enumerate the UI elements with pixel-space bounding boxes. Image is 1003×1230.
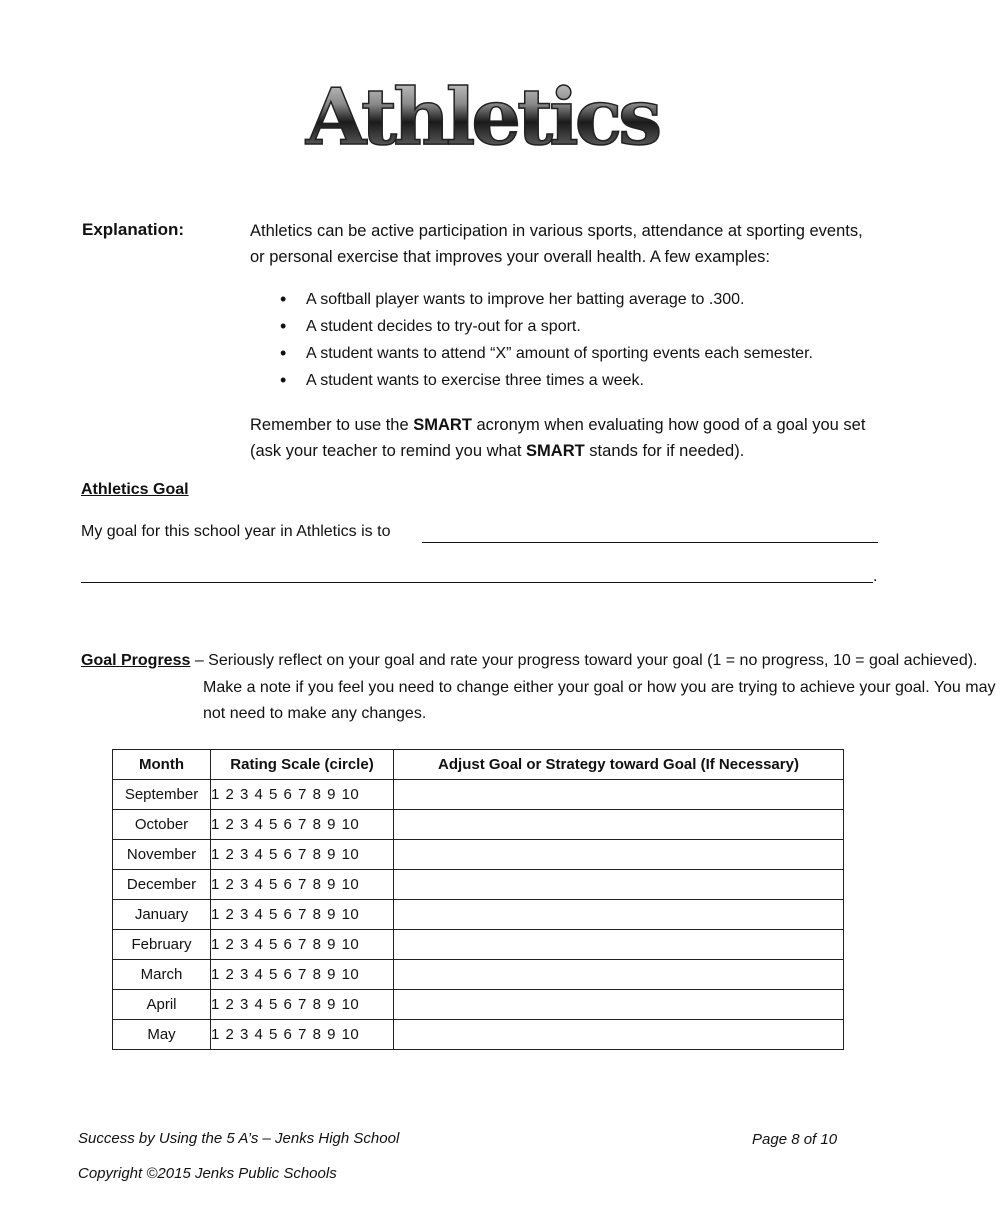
month-cell: May [113, 1020, 211, 1050]
adjust-goal-cell[interactable] [394, 840, 844, 870]
adjust-goal-cell[interactable] [394, 900, 844, 930]
adjust-goal-cell[interactable] [394, 780, 844, 810]
month-cell: February [113, 930, 211, 960]
goal-progress-heading: Goal Progress [81, 652, 191, 669]
month-cell: April [113, 990, 211, 1020]
month-cell: January [113, 900, 211, 930]
logo-text: Athletics [305, 72, 659, 163]
table-header-row [113, 750, 844, 780]
smart-reminder: Remember to use the SMART acronym when evaluating how good of a goal you set (ask your teacher to remind you what SMART stands for if needed). [250, 416, 866, 460]
adjust-goal-cell[interactable] [394, 960, 844, 990]
table-row [113, 780, 844, 810]
rating-scale-cell[interactable]: 1 2 3 4 5 6 7 8 9 10 [211, 1020, 394, 1050]
adjust-goal-cell[interactable] [394, 990, 844, 1020]
table-row [113, 1020, 844, 1050]
list-item: • A softball player wants to improve her batting average to .300. [280, 286, 880, 313]
adjust-goal-cell[interactable] [394, 870, 844, 900]
rating-scale-cell[interactable]: 1 2 3 4 5 6 7 8 9 10 [211, 810, 394, 840]
table-row [113, 810, 844, 840]
athletics-logo [305, 52, 659, 164]
footer-school: Success by Using the 5 A’s – Jenks High School [78, 1130, 400, 1147]
adjust-goal-cell[interactable] [394, 930, 844, 960]
adjust-goal-cell[interactable] [394, 810, 844, 840]
goal-end-mark: . [873, 568, 878, 585]
table-row [113, 840, 844, 870]
list-item: • A student wants to attend “X” amount of sporting events each semester. [280, 340, 880, 367]
rating-scale-cell[interactable]: 1 2 3 4 5 6 7 8 9 10 [211, 900, 394, 930]
list-item: • A student decides to try-out for a sport. [280, 313, 880, 340]
goal-prompt: My goal for this school year in Athletics is to [81, 523, 391, 540]
month-cell: October [113, 810, 211, 840]
explanation-label: Explanation: [82, 220, 185, 239]
rating-scale-cell[interactable]: 1 2 3 4 5 6 7 8 9 10 [211, 960, 394, 990]
list-item: • A student wants to exercise three times a week. [280, 367, 880, 394]
progress-table [112, 749, 844, 1050]
athletics-goal-heading: Athletics Goal [81, 481, 189, 498]
adjust-goal-cell[interactable] [394, 1020, 844, 1050]
rating-scale-cell[interactable]: 1 2 3 4 5 6 7 8 9 10 [211, 930, 394, 960]
month-cell: December [113, 870, 211, 900]
column-header: Rating Scale (circle) [211, 750, 394, 780]
table-row [113, 900, 844, 930]
month-cell: November [113, 840, 211, 870]
goal-answer-line-2[interactable] [81, 582, 873, 583]
rating-scale-cell[interactable]: 1 2 3 4 5 6 7 8 9 10 [211, 780, 394, 810]
explanation-intro: Athletics can be active participation in various sports, attendance at sporting events, or personal exercise that improves your overall health. A few examples: [250, 222, 863, 266]
goal-progress-text: Goal Progress – Seriously reflect on your goal and rate your progress toward your goal (1 = no progress, 10 = goal achieved). Make a note if you feel you need to change either your goal or how you are trying to achieve your goal. You may not need to make any changes. [81, 652, 996, 722]
rating-scale-cell[interactable]: 1 2 3 4 5 6 7 8 9 10 [211, 840, 394, 870]
month-cell: March [113, 960, 211, 990]
rating-scale-cell[interactable]: 1 2 3 4 5 6 7 8 9 10 [211, 990, 394, 1020]
table-row [113, 960, 844, 990]
examples-list [280, 286, 880, 394]
footer-copyright: Copyright ©2015 Jenks Public Schools [78, 1165, 337, 1182]
table-row [113, 930, 844, 960]
rating-scale-cell[interactable]: 1 2 3 4 5 6 7 8 9 10 [211, 870, 394, 900]
page-number: Page 8 of 10 [752, 1131, 838, 1148]
month-cell: September [113, 780, 211, 810]
column-header: Adjust Goal or Strategy toward Goal (If Necessary) [394, 750, 844, 780]
goal-answer-line-1[interactable] [422, 542, 878, 543]
column-header: Month [113, 750, 211, 780]
table-row [113, 870, 844, 900]
table-row [113, 990, 844, 1020]
